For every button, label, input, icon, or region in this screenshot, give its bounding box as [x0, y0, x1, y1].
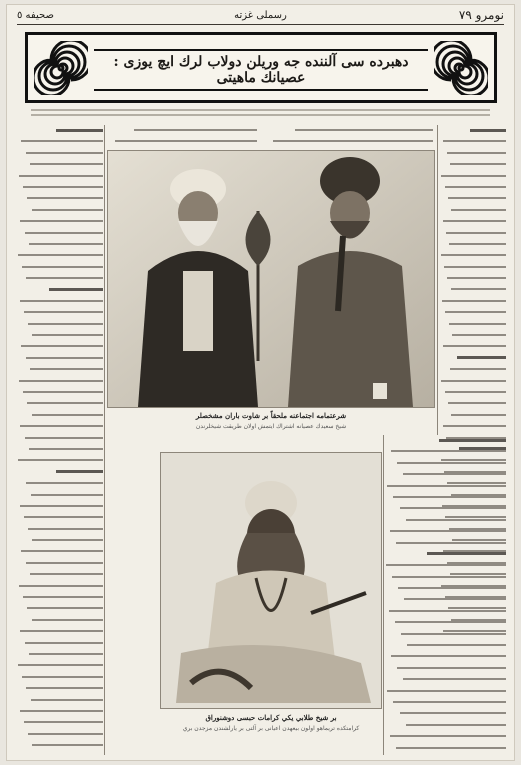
header-rule: [17, 24, 504, 25]
text-column-right-bottom: [385, 435, 506, 755]
text-line: [17, 148, 103, 159]
text-line: [440, 136, 506, 147]
text-line: [440, 159, 506, 170]
text-line: [17, 319, 103, 330]
text-line: [17, 695, 103, 706]
text-line: [17, 569, 103, 580]
text-line: [440, 250, 506, 261]
text-line: [440, 319, 506, 330]
text-line: [440, 364, 506, 375]
text-line: [265, 125, 433, 136]
text-line: [17, 376, 103, 387]
text-line: [17, 717, 103, 728]
text-line: [440, 216, 506, 227]
text-line: [385, 583, 506, 594]
text-line: [17, 672, 103, 683]
text-line: [17, 262, 103, 273]
photo-two-sheikhs: [107, 150, 435, 408]
text-line: [17, 546, 103, 557]
text-line: [17, 171, 103, 182]
text-line: [385, 606, 506, 617]
text-column-mid-top: [265, 125, 433, 151]
text-line: [107, 136, 257, 147]
text-line: [440, 421, 506, 432]
text-line: [17, 649, 103, 660]
text-line: [385, 674, 506, 685]
text-line: [385, 435, 506, 446]
text-line: [17, 615, 103, 626]
bottom-photo-caption: بر شيخ طلابي يكي كرامات حبسى دوشنوراق: [205, 713, 337, 722]
text-line: [440, 148, 506, 159]
text-line: [17, 467, 103, 478]
text-line: [17, 330, 103, 341]
text-line: [385, 686, 506, 697]
top-photo-subcaption: شيخ سعيدك عصيانه اشتراك ايتمش اولان طريقت شيخلرندن: [195, 423, 347, 430]
text-line: [440, 205, 506, 216]
text-line: [17, 136, 103, 147]
text-line: [17, 729, 103, 740]
issue-number: نومرو ٧٩: [458, 8, 504, 22]
text-line: [385, 629, 506, 640]
text-line: [385, 560, 506, 571]
text-line: [385, 594, 506, 605]
publication-name: رسملى غزته: [234, 10, 287, 21]
text-line: [440, 307, 506, 318]
text-line: [17, 433, 103, 444]
text-line: [17, 228, 103, 239]
text-line: [385, 446, 506, 457]
text-line: [17, 638, 103, 649]
text-line: [265, 136, 433, 147]
text-column-mid-top-2: [107, 125, 257, 151]
text-line: [440, 125, 506, 136]
text-line: [385, 458, 506, 469]
text-line: [385, 651, 506, 662]
text-line: [385, 731, 506, 742]
text-line: [385, 481, 506, 492]
text-line: [107, 125, 257, 136]
text-line: [17, 740, 103, 750]
page-header: [17, 8, 504, 24]
text-line: [17, 558, 103, 569]
intro-paragraph: [31, 106, 490, 120]
text-line: [17, 535, 103, 546]
text-line: [17, 398, 103, 409]
title-banner: [25, 32, 497, 103]
page-number: صحيفه ٥: [17, 10, 54, 21]
text-line: [440, 398, 506, 409]
text-line: [440, 284, 506, 295]
text-line: [17, 660, 103, 671]
spiral-ornament-icon: [34, 41, 88, 95]
text-line: [17, 706, 103, 717]
text-line: [385, 663, 506, 674]
text-line: [17, 239, 103, 250]
text-line: [385, 708, 506, 719]
text-line: [17, 273, 103, 284]
text-line: [440, 239, 506, 250]
column-divider: [104, 125, 105, 755]
text-column-left: [17, 125, 103, 750]
text-line: [17, 478, 103, 489]
text-line: [17, 603, 103, 614]
text-line: [385, 503, 506, 514]
text-line: [385, 617, 506, 628]
text-line: [385, 515, 506, 526]
photo-seated-sheikh: [160, 452, 382, 709]
text-line: [385, 697, 506, 708]
text-line: [385, 549, 506, 560]
text-line: [385, 526, 506, 537]
text-line: [17, 284, 103, 295]
text-line: [17, 341, 103, 352]
text-line: [440, 273, 506, 284]
text-line: [385, 572, 506, 583]
bottom-photo-subcaption: كرامتكده تريماهو اولون بيعهدن اعيانى بر آلتى بر يارلشندن مزجدن بري: [182, 725, 360, 732]
text-line: [17, 444, 103, 455]
text-line: [17, 455, 103, 466]
text-line: [17, 512, 103, 523]
text-line: [440, 341, 506, 352]
text-line: [17, 501, 103, 512]
text-line: [17, 626, 103, 637]
text-line: [17, 353, 103, 364]
text-line: [17, 205, 103, 216]
text-line: [440, 410, 506, 421]
newspaper-page: [6, 4, 515, 761]
text-line: [440, 353, 506, 364]
spiral-ornament-icon: [434, 41, 488, 95]
text-line: [385, 640, 506, 651]
text-line: [17, 296, 103, 307]
text-line: [17, 683, 103, 694]
text-line: [385, 743, 506, 754]
text-line: [440, 296, 506, 307]
text-line: [440, 228, 506, 239]
text-line: [17, 524, 103, 535]
text-line: [440, 330, 506, 341]
text-line: [17, 250, 103, 261]
text-line: [17, 125, 103, 136]
text-line: [440, 376, 506, 387]
text-line: [440, 387, 506, 398]
column-divider: [437, 125, 438, 435]
banner-title: دهبرده سى آلننده جه وريلن دولاب لرك ايچ يوزى : عصيانك ماهيتى: [94, 49, 428, 91]
text-line: [17, 387, 103, 398]
text-line: [17, 490, 103, 501]
text-line: [385, 720, 506, 731]
text-line: [17, 421, 103, 432]
text-line: [17, 182, 103, 193]
column-divider: [383, 435, 384, 755]
text-line: [17, 193, 103, 204]
text-line: [440, 193, 506, 204]
text-line: [17, 410, 103, 421]
text-line: [385, 469, 506, 480]
text-line: [440, 262, 506, 273]
text-line: [385, 492, 506, 503]
text-line: [17, 159, 103, 170]
text-line: [440, 171, 506, 182]
top-photo-caption: شرعتمامه اجتماعنه ملحقاً بر شاوت باران مشخصلر: [195, 411, 347, 420]
text-line: [17, 307, 103, 318]
text-line: [385, 538, 506, 549]
text-line: [440, 182, 506, 193]
text-line: [17, 364, 103, 375]
text-line: [17, 581, 103, 592]
text-line: [17, 592, 103, 603]
text-line: [17, 216, 103, 227]
